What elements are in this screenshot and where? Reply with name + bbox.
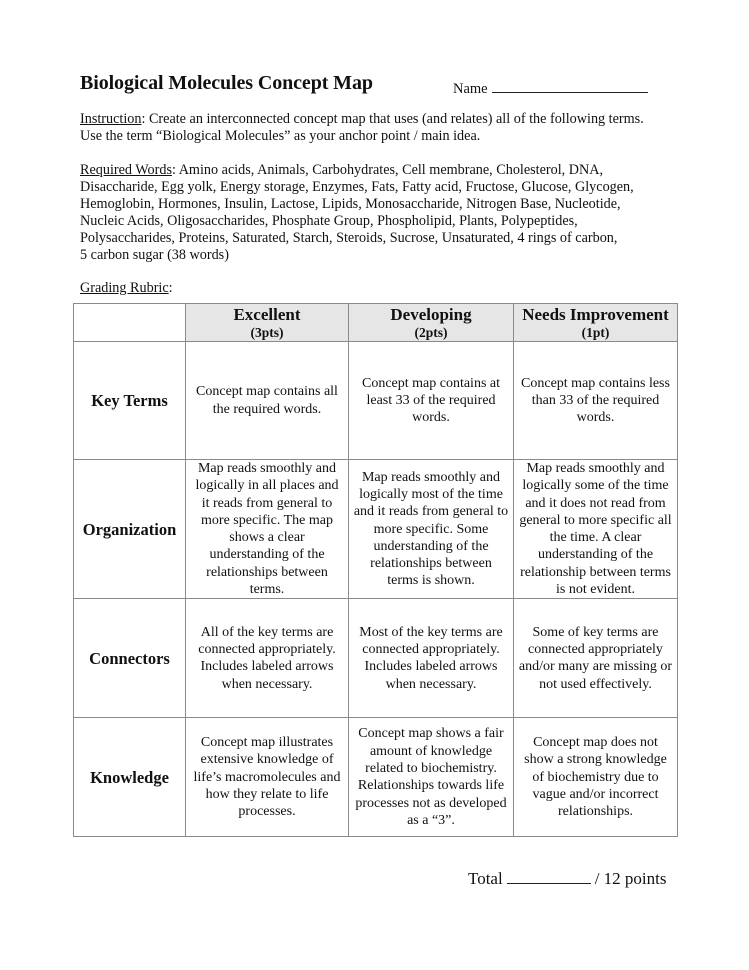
- rubric-row-organization: [74, 460, 678, 599]
- criterion-label: Connectors: [74, 599, 186, 718]
- level-name: Developing: [390, 305, 472, 324]
- criterion-label: Key Terms: [74, 342, 186, 460]
- required-words-line: 5 carbon sugar (38 words): [80, 247, 229, 263]
- rubric-cell-excellent: Concept map illustrates extensive knowledge of life’s macromolecules and how they relate to life processes.: [186, 718, 349, 837]
- rubric-cell-developing: Concept map contains at least 33 of the required words.: [349, 342, 514, 460]
- title-row: [80, 72, 680, 100]
- name-field: [453, 78, 648, 98]
- total-suffix: / 12 points: [594, 869, 667, 888]
- required-words-line: Hemoglobin, Hormones, Insulin, Lactose, Lipids, Monosaccharide, Nitrogen Base, Nucleotide,: [80, 196, 621, 212]
- rubric-row-key-terms: [74, 342, 678, 460]
- grading-rubric-label: Grading Rubric: [80, 280, 169, 296]
- rubric-cell-needs-improvement: Concept map contains less than 33 of the required words.: [514, 342, 678, 460]
- level-points: (1pt): [581, 325, 610, 340]
- rubric-header-row: [74, 304, 678, 342]
- name-label: Name: [453, 81, 488, 97]
- rubric-cell-excellent: Map reads smoothly and logically in all places and it reads from general to more specific. The map shows a clear understanding of the relationships between terms.: [186, 460, 349, 599]
- required-words-paragraph: [80, 162, 680, 264]
- document-title: Biological Molecules Concept Map: [80, 72, 373, 94]
- rubric-row-knowledge: [74, 718, 678, 837]
- level-name: Excellent: [233, 305, 301, 324]
- grading-rubric-table: [73, 303, 678, 837]
- rubric-cell-excellent: Concept map contains all the required words.: [186, 342, 349, 460]
- level-header-excellent: [186, 304, 349, 342]
- instruction-text: : Create an interconnected concept map that uses (and relates) all of the following terms.: [141, 111, 644, 127]
- rubric-cell-needs-improvement: Some of key terms are connected appropriately and/or many are missing or not used effectively.: [514, 599, 678, 718]
- rubric-cell-needs-improvement: Map reads smoothly and logically some of the time and it does not read from general to more specific all the time. A clear understanding of the relationship between terms is not evident.: [514, 460, 678, 599]
- level-points: (2pts): [414, 325, 448, 340]
- rubric-row-connectors: [74, 599, 678, 718]
- required-words-label: Required Words: [80, 162, 172, 178]
- name-blank-line[interactable]: [492, 78, 648, 93]
- grading-rubric-colon: :: [168, 280, 173, 296]
- instruction-paragraph: [80, 111, 680, 145]
- rubric-corner-cell: [74, 304, 186, 342]
- rubric-cell-needs-improvement: Concept map does not show a strong knowledge of biochemistry due to vague and/or incorrect relationships.: [514, 718, 678, 837]
- level-header-needs-improvement: [514, 304, 678, 342]
- required-words-line: Polysaccharides, Proteins, Saturated, Starch, Steroids, Sucrose, Unsaturated, 4 rings of carbon,: [80, 230, 618, 246]
- required-words-line: [80, 162, 680, 179]
- rubric-cell-developing: Concept map shows a fair amount of knowledge related to biochemistry. Relationships towards life processes not as developed as a “3”.: [349, 718, 514, 837]
- rubric-cell-developing: Map reads smoothly and logically most of the time and it reads from general to more specific. Some understanding of the relationships between terms is shown.: [349, 460, 514, 599]
- criterion-label: Organization: [74, 460, 186, 599]
- rubric-cell-excellent: All of the key terms are connected appropriately. Includes labeled arrows when necessary.: [186, 599, 349, 718]
- grading-rubric-heading: [80, 280, 680, 297]
- instruction-line-1: [80, 111, 680, 128]
- level-name: Needs Improvement: [522, 305, 669, 324]
- required-words-text: : Amino acids, Animals, Carbohydrates, Cell membrane, Cholesterol, DNA,: [171, 162, 604, 178]
- level-points: (3pts): [250, 325, 284, 340]
- instruction-line-2: Use the term “Biological Molecules” as your anchor point / main idea.: [80, 128, 481, 144]
- level-header-developing: [349, 304, 514, 342]
- total-blank-line[interactable]: [507, 868, 591, 884]
- required-words-line: Nucleic Acids, Oligosaccharides, Phosphate Group, Phospholipid, Plants, Polypeptides,: [80, 213, 578, 229]
- instruction-label: Instruction: [80, 111, 142, 127]
- total-points-line: [468, 868, 667, 889]
- criterion-label: Knowledge: [74, 718, 186, 837]
- total-label: Total: [468, 869, 503, 888]
- rubric-cell-developing: Most of the key terms are connected appropriately. Includes labeled arrows when necessary.: [349, 599, 514, 718]
- required-words-line: Disaccharide, Egg yolk, Energy storage, Enzymes, Fats, Fatty acid, Fructose, Glucose, Glycogen,: [80, 179, 634, 195]
